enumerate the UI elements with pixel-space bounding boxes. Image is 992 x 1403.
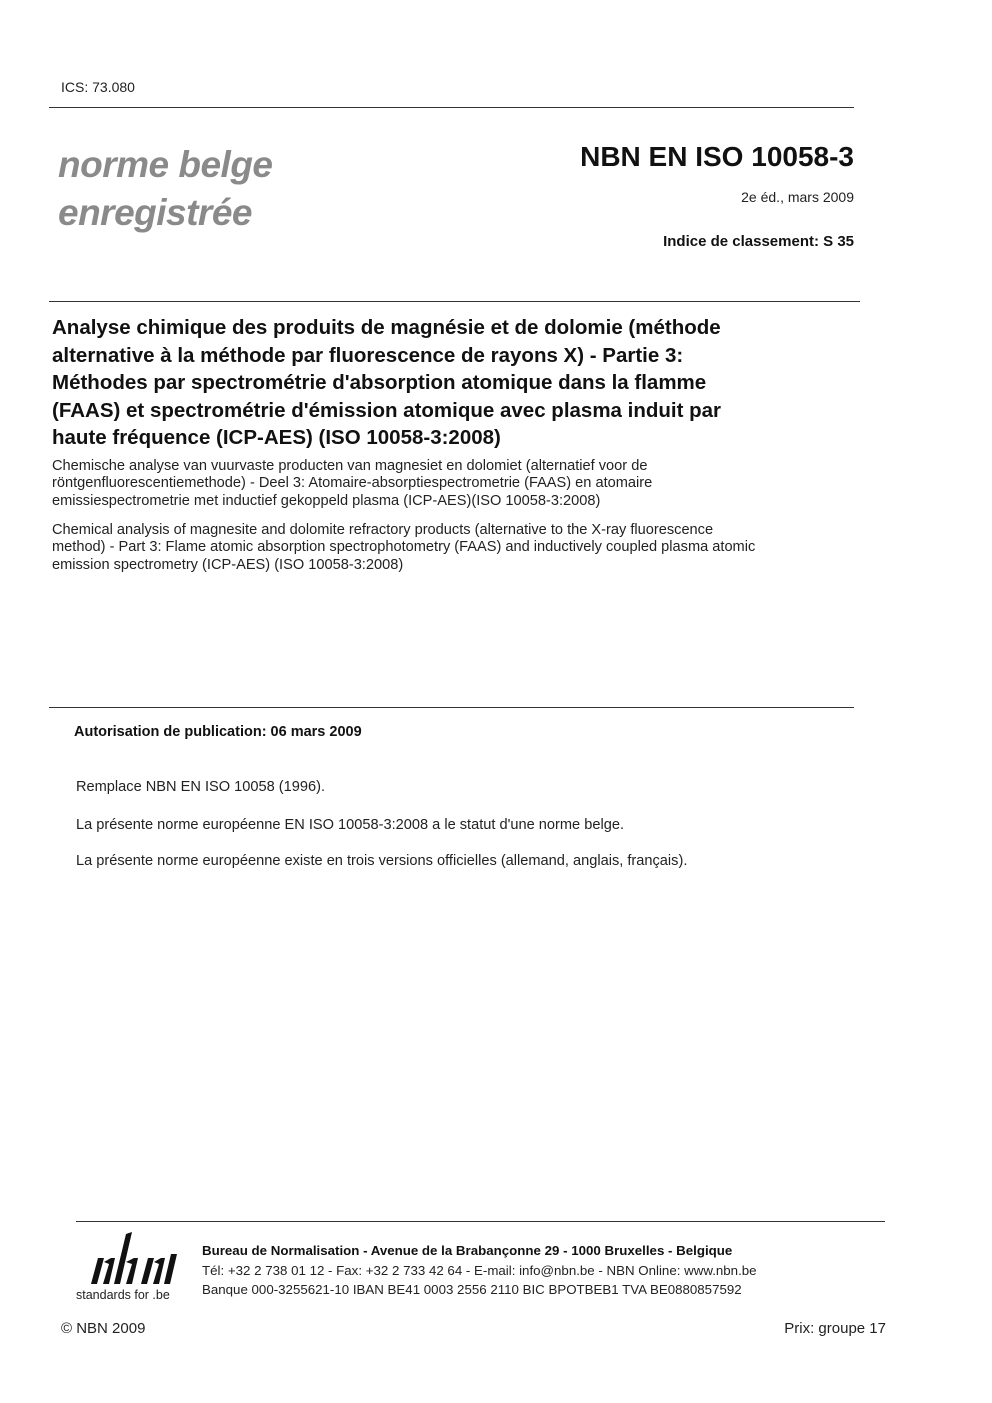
footer-contact-info: Tél: +32 2 738 01 12 - Fax: +32 2 733 42 64 - E-mail: info@nbn.be - NBN Online: www.nbn.be xyxy=(202,1262,757,1278)
footer-bank-info: Banque 000-3255621-10 IBAN BE41 0003 2556 2110 BIC BPOTBEB1 TVA BE0880857592 xyxy=(202,1282,742,1297)
norme-belge-label xyxy=(58,141,273,237)
standard-number: NBN EN ISO 10058-3 xyxy=(580,141,854,172)
title-nl-line: röntgenfluorescentiemethode) - Deel 3: Atomaire-absorptiespectrometrie (FAAS) en atomaire xyxy=(52,475,653,492)
title-en-line: Chemical analysis of magnesite and dolomite refractory products (alternative to the X-ray fluorescence xyxy=(52,522,714,538)
title-en-line: emission spectrometry (ICP-AES) (ISO 10058-3:2008) xyxy=(52,556,404,573)
footer-contact-block xyxy=(202,1241,757,1300)
footer-bureau-address: Bureau de Normalisation - Avenue de la Brabançonne 29 - 1000 Bruxelles - Belgique xyxy=(202,1243,733,1258)
publication-divider xyxy=(49,707,854,708)
norme-line-1: norme belge xyxy=(58,144,273,185)
nbn-logo-icon xyxy=(76,1228,186,1288)
header-divider-top xyxy=(49,107,854,108)
copyright: © NBN 2009 xyxy=(61,1320,146,1337)
price-group: Prix: groupe 17 xyxy=(784,1320,886,1337)
title-nl-line: emissiespectrometrie met inductief gekoppeld plasma (ICP-AES)(ISO 10058-3:2008) xyxy=(52,492,601,509)
title-nl-line: Chemische analyse van vuurvaste producten van magnesiet en dolomiet (alternatief voor de xyxy=(52,458,648,474)
note-versions: La présente norme européenne existe en trois versions officielles (allemand, anglais, français). xyxy=(76,853,688,869)
title-fr-line: Analyse chimique des produits de magnésie et de dolomie (méthode xyxy=(52,316,721,339)
title-dutch xyxy=(52,458,652,510)
note-status: La présente norme européenne EN ISO 10058-3:2008 a le statut d'une norme belge. xyxy=(76,817,624,833)
title-en-line: method) - Part 3: Flame atomic absorption spectrophotometry (FAAS) and inductively coupled plasma atomic xyxy=(52,539,756,556)
title-english xyxy=(52,522,755,574)
title-fr-line: alternative à la méthode par fluorescence de rayons X) - Partie 3: xyxy=(52,343,684,367)
title-fr-line: Méthodes par spectrométrie d'absorption atomique dans la flamme xyxy=(52,371,707,394)
norme-line-2: enregistrée xyxy=(58,192,252,233)
edition-date: 2e éd., mars 2009 xyxy=(741,189,854,205)
publication-authorisation: Autorisation de publication: 06 mars 2009 xyxy=(74,724,362,740)
title-fr-line: (FAAS) et spectrométrie d'émission atomique avec plasma induit par xyxy=(52,398,722,422)
ics-code: ICS: 73.080 xyxy=(61,79,135,95)
title-divider xyxy=(49,301,860,302)
note-replaces: Remplace NBN EN ISO 10058 (1996). xyxy=(76,779,326,795)
classification-index: Indice de classement: S 35 xyxy=(663,233,854,250)
title-french xyxy=(52,314,852,452)
footer-divider xyxy=(76,1221,885,1222)
title-fr-line: haute fréquence (ICP-AES) (ISO 10058-3:2008) xyxy=(52,426,501,449)
logo-tagline: standards for .be xyxy=(76,1288,170,1302)
